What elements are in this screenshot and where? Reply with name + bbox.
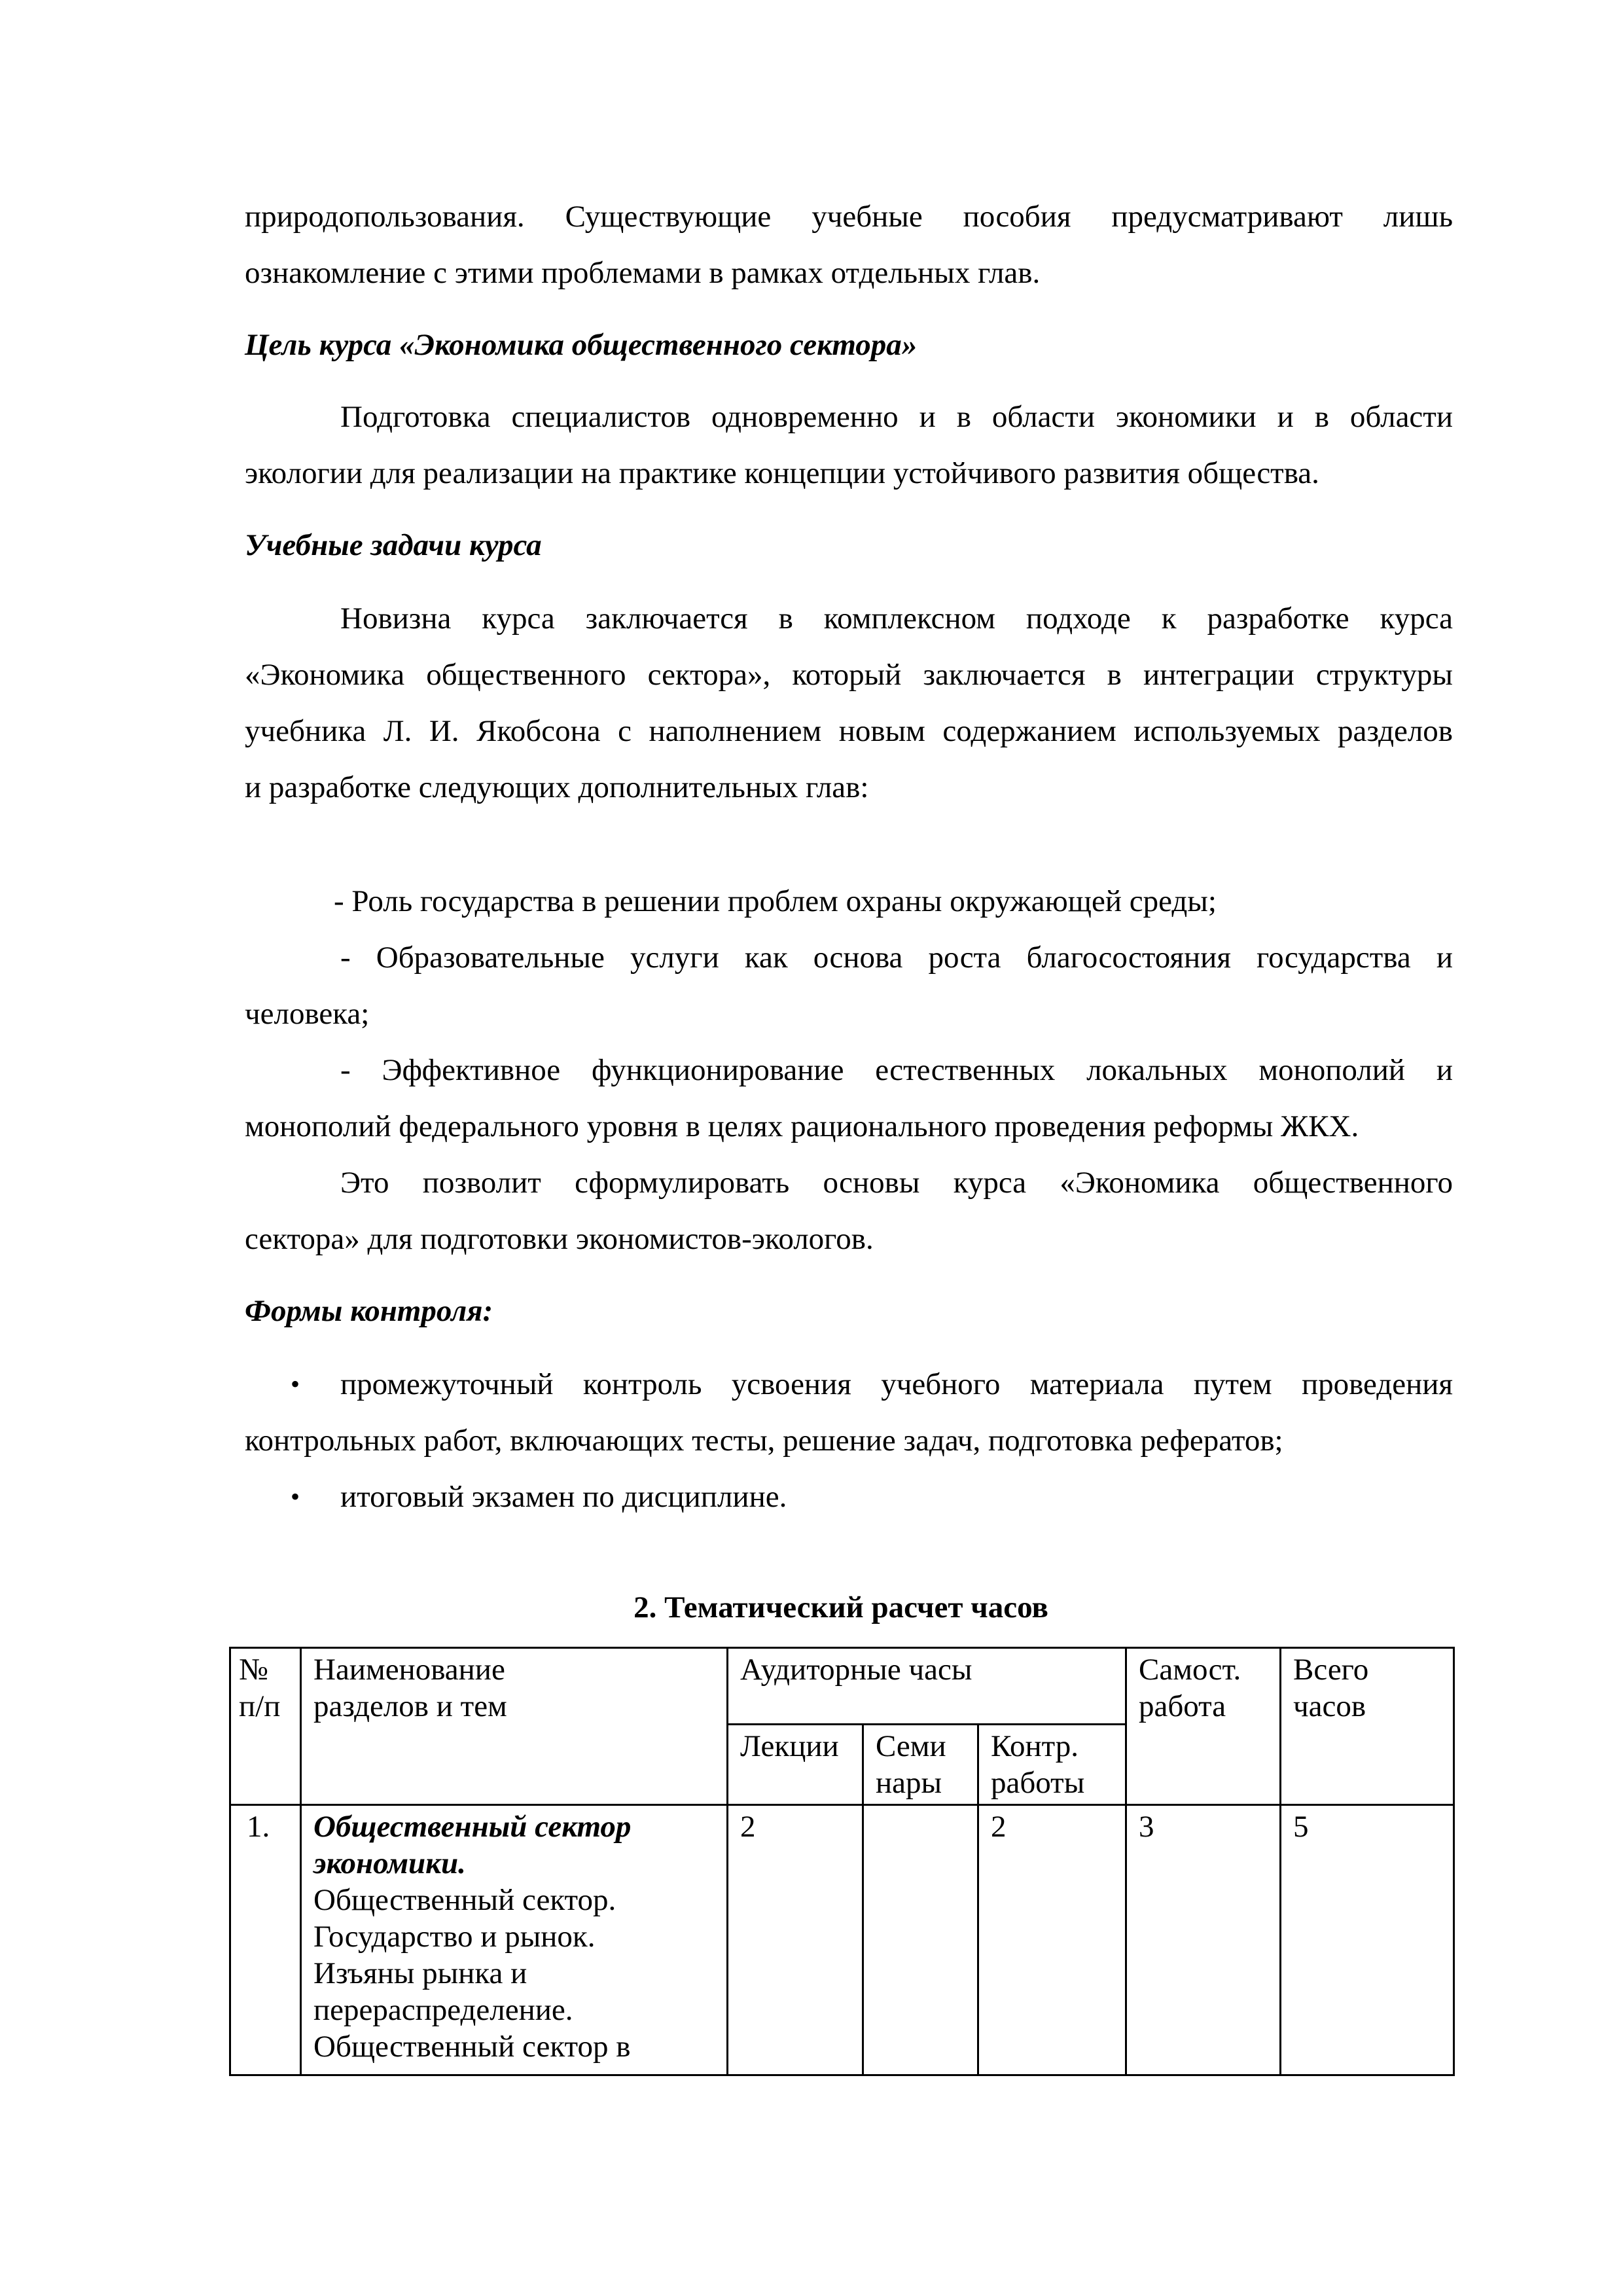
- tasks-line-1: Новизна курса заключается в комплексном подходе к разработке курса: [340, 601, 1453, 636]
- hours-table: [229, 1647, 1455, 2076]
- bullet-icon: •: [291, 1482, 300, 1511]
- control-heading: Формы контроля:: [245, 1294, 493, 1328]
- goal-line-1: Подготовка специалистов одновременно и в области экономики и в области: [340, 400, 1453, 434]
- chapter-item-2-line-1: - Образовательные услуги как основа роста благосостояния государства и: [340, 941, 1453, 975]
- header-seminars: Семи нары: [863, 1725, 978, 1805]
- tasks-line-4: и разработке следующих дополнительных глав:: [245, 770, 869, 804]
- intro-line-1: природопользования. Существующие учебные пособия предусматривают лишь: [245, 200, 1453, 234]
- header-num: № п/п: [230, 1648, 301, 1805]
- tasks-line-2: «Экономика общественного сектора», который заключается в интеграции структуры: [245, 658, 1453, 692]
- bullet-icon: •: [291, 1369, 300, 1399]
- row-seminars: [863, 1805, 978, 2075]
- chapter-item-2-line-2: человека;: [245, 997, 370, 1031]
- row-control: 2: [978, 1805, 1126, 2075]
- control-item-2-text: итоговый экзамен по дисциплине.: [340, 1480, 787, 1514]
- summary-line-2: сектора» для подготовки экономистов-экологов.: [245, 1222, 874, 1256]
- tasks-line-3: учебника Л. И. Якобсона с наполнением новым содержанием используемых разделов: [245, 714, 1453, 748]
- goal-heading: Цель курса «Экономика общественного сектора»: [245, 328, 918, 362]
- row-topic-description: Общественный сектор. Государство и рынок. Изъяны рынка и перераспределение. Общественный сектор в: [313, 1883, 631, 2064]
- row-num: 1.: [230, 1805, 301, 2075]
- header-lectures: Лекции: [728, 1725, 863, 1805]
- table-title: 2. Тематический расчет часов: [633, 1590, 1048, 1624]
- row-topic-title: Общественный сектор экономики.: [313, 1810, 632, 1880]
- table-row: [230, 1805, 1454, 2075]
- control-item-1-line-2: контрольных работ, включающих тесты, решение задач, подготовка рефератов;: [245, 1424, 1283, 1458]
- header-name: Наименование разделов и тем: [301, 1648, 728, 1805]
- row-topic: [301, 1805, 728, 2075]
- header-self: Самост. работа: [1126, 1648, 1281, 1805]
- header-total: Всего часов: [1281, 1648, 1454, 1805]
- row-lectures: 2: [728, 1805, 863, 2075]
- header-control: Контр. работы: [978, 1725, 1126, 1805]
- control-item-1-line-1: промежуточный контроль усвоения учебного материала путем проведения: [340, 1367, 1453, 1401]
- table-header-row: [230, 1648, 1454, 1725]
- row-self: 3: [1126, 1805, 1281, 2075]
- tasks-heading: Учебные задачи курса: [245, 528, 542, 562]
- header-auditory: Аудиторные часы: [728, 1648, 1126, 1725]
- chapter-item-3-line-2: монополий федерального уровня в целях рационального проведения реформы ЖКХ.: [245, 1109, 1359, 1143]
- intro-line-2: ознакомление с этими проблемами в рамках отдельных глав.: [245, 256, 1041, 290]
- chapter-item-1: - Роль государства в решении проблем охраны окружающей среды;: [334, 884, 1217, 918]
- goal-line-2: экологии для реализации на практике концепции устойчивого развития общества.: [245, 456, 1319, 490]
- summary-line-1: Это позволит сформулировать основы курса «Экономика общественного: [340, 1166, 1453, 1200]
- chapter-item-3-line-1: - Эффективное функционирование естественных локальных монополий и: [340, 1053, 1453, 1087]
- row-total: 5: [1281, 1805, 1454, 2075]
